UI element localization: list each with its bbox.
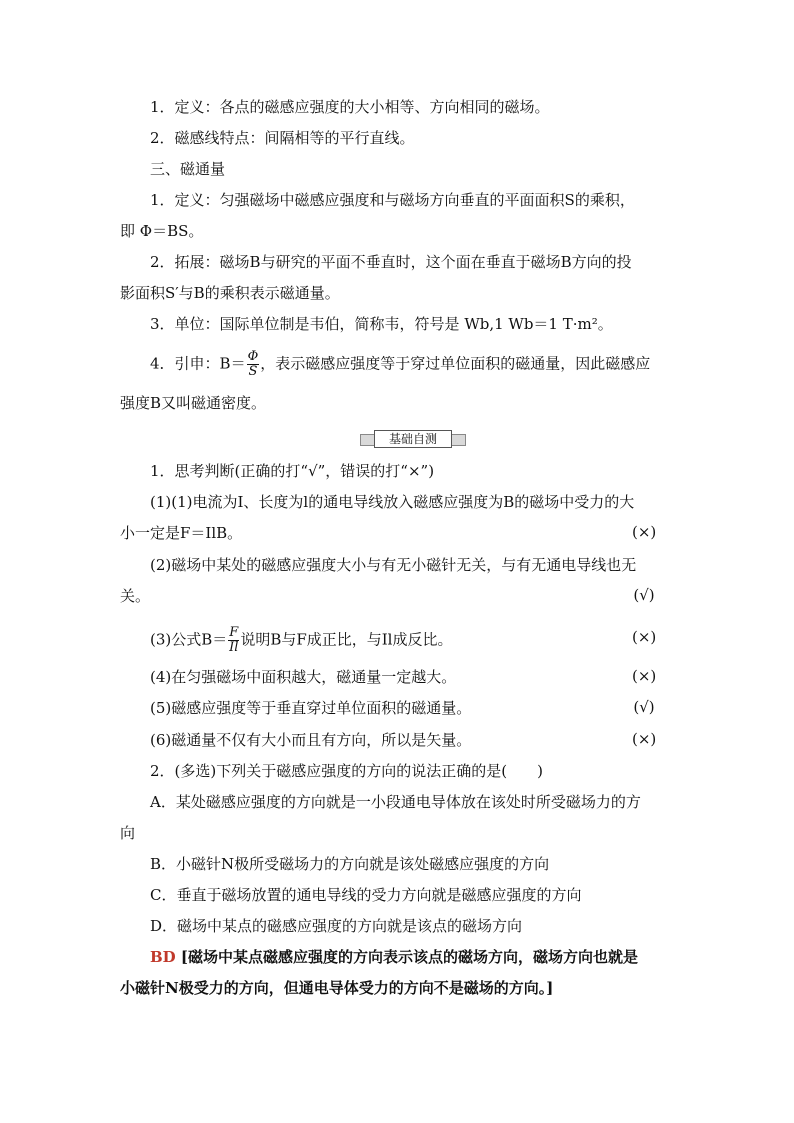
answer-line <box>150 947 680 967</box>
option-a: A．某处磁感应强度的方向就是一小段通电导体放在该处时所受磁场力的方 <box>150 793 641 811</box>
flux-definition: 1．定义：匀强磁场中磁感应强度和与磁场方向垂直的平面面积S的乘积， <box>150 191 635 209</box>
flux-derivation <box>150 350 680 379</box>
question-1: 1．思考判断(正确的打“√”，错误的打“×”) <box>150 462 435 480</box>
q1-item-4: (4)在匀强磁场中面积越大，磁通量一定越大。 <box>150 668 457 686</box>
option-c: C．垂直于磁场放置的通电导线的受力方向就是磁感应强度的方向 <box>150 886 582 904</box>
q1-mark-2: (√) <box>633 586 655 604</box>
item-3-prefix: (3)公式B＝ <box>150 630 228 649</box>
field-line-feature: 2．磁感线特点：间隔相等的平行直线。 <box>150 129 415 147</box>
q1-item-1-cont: 小一定是F＝IlB。 <box>120 524 243 542</box>
derivation-prefix: 4．引申：B＝ <box>150 354 246 373</box>
flux-extension-cont: 影面积S′与B的乘积表示磁通量。 <box>120 284 340 302</box>
q1-item-5: (5)磁感应强度等于垂直穿过单位面积的磁通量。 <box>150 699 472 717</box>
answer-explanation-cont: 小磁针N极受力的方向，但通电导体受力的方向不是磁场的方向。] <box>120 979 554 997</box>
derivation-suffix: ，表示磁感应强度等于穿过单位面积的磁通量，因此磁感应 <box>260 354 651 373</box>
q1-item-2-cont: 关。 <box>120 587 151 605</box>
banner-label: 基础自测 <box>374 430 452 448</box>
q1-item-3 <box>150 626 680 655</box>
q1-mark-5: (√) <box>633 698 655 716</box>
q1-mark-4: (×) <box>632 667 657 685</box>
flux-density-line: 强度B又叫磁通密度。 <box>120 394 267 412</box>
answer-key: BD <box>150 948 176 966</box>
fraction-phi-over-s <box>247 350 260 379</box>
fraction-denominator: Il <box>229 640 239 655</box>
item-3-suffix: 说明B与F成正比，与Il成反比。 <box>240 630 453 649</box>
self-test-banner <box>360 430 466 448</box>
q1-mark-3: (×) <box>632 628 657 646</box>
flux-formula: 即 Φ＝BS。 <box>120 222 204 240</box>
q1-mark-6: (×) <box>632 730 657 748</box>
section-heading-flux: 三、磁通量 <box>150 160 226 178</box>
q1-item-1: (1)(1)电流为I、长度为l的通电导线放入磁感应强度为B的磁场中受力的大 <box>150 493 635 511</box>
answer-explanation: [磁场中某点磁感应强度的方向表示该点的磁场方向，磁场方向也就是 <box>180 948 639 966</box>
option-a-cont: 向 <box>120 824 136 842</box>
q1-mark-1: (×) <box>632 523 657 541</box>
definition-line: 1．定义：各点的磁感应强度的大小相等、方向相同的磁场。 <box>150 98 550 116</box>
q1-item-6: (6)磁通量不仅有大小而且有方向，所以是矢量。 <box>150 731 472 749</box>
question-2: 2．(多选)下列关于磁感应强度的方向的说法正确的是( ) <box>150 762 543 780</box>
fraction-f-over-il <box>228 626 239 655</box>
flux-extension: 2．拓展：磁场B与研究的平面不垂直时，这个面在垂直于磁场B方向的投 <box>150 253 632 271</box>
q1-item-2: (2)磁场中某处的磁感应强度大小与有无小磁针无关，与有无通电导线也无 <box>150 556 637 574</box>
option-d: D．磁场中某点的磁感应强度的方向就是该点的磁场方向 <box>150 917 523 935</box>
flux-unit: 3．单位：国际单位制是韦伯，简称韦，符号是 Wb,1 Wb＝1 T·m²。 <box>150 315 613 333</box>
fraction-numerator: Φ <box>247 349 259 364</box>
option-b: B．小磁针N极所受磁场力的方向就是该处磁感应强度的方向 <box>150 855 550 873</box>
fraction-numerator: F <box>229 625 239 640</box>
fraction-denominator: S <box>248 364 258 379</box>
